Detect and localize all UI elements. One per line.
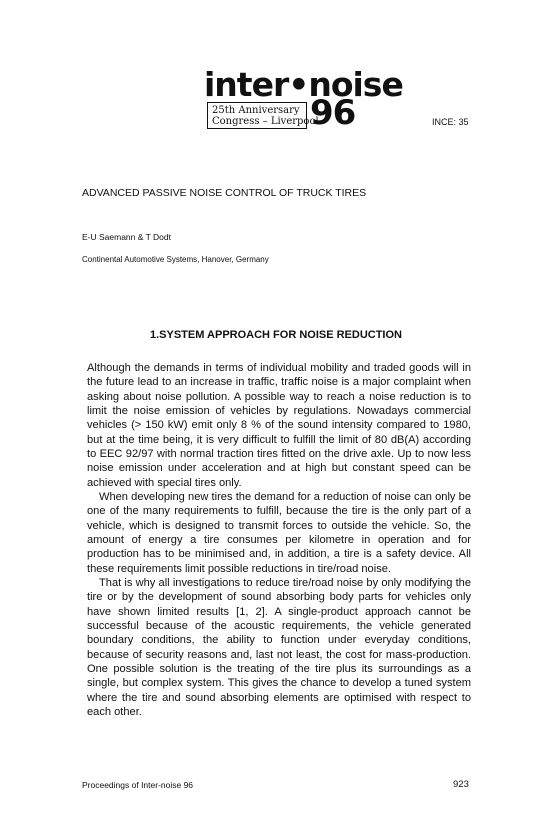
logo-box-line-2: Congress – Liverpool — [212, 116, 319, 127]
paper-code: INCE: 35 — [432, 117, 469, 127]
logo-wordmark: inter•noise — [204, 65, 403, 104]
proceedings-footer: Proceedings of Inter-noise 96 — [82, 780, 194, 790]
author-affiliation: Continental Automotive Systems, Hanover, Germany — [82, 255, 269, 264]
logo-box-line-1: 25th Anniversary — [212, 105, 300, 116]
paragraph-1: Although the demands in terms of individual mobility and traded goods will in the future lead to an increase in traffic, traffic noise is a major complaint when asking about noise pollution. A possible way to reach a noise reduction is to limit the noise emission of vehicles by regulations. Nowadays commercial vehicles (> 150 kW) emit only 8 % of the sound intensity compared to 1980, but at the time being, it is very difficult to fulfill the limit of 80 dB(A) according to EEC 92/97 with normal traction tires fitted on the drive axle. Up to now less noise emission under acceleration and at high but constant speed can be achieved with special tires only. — [87, 362, 471, 489]
page-number: 923 — [453, 779, 469, 790]
conference-logo — [202, 65, 403, 133]
logo-anniversary-box — [207, 102, 319, 129]
body-text — [87, 361, 471, 719]
logo-year: 96 — [310, 93, 356, 133]
paper-title: ADVANCED PASSIVE NOISE CONTROL OF TRUCK TIRES — [82, 187, 367, 199]
paragraph-2: When developing new tires the demand for a reduction of noise can only be one of the many requirements to fulfill, because the tire is the only part of a vehicle, which is designed to transmit forces to outside the vehicle. So, the amount of energy a tire consumes per kilometre in operation and for production has to be minimised and, in addition, a tire is a safety device. All these requirements limit possible reductions in tire/road noise. — [87, 490, 471, 575]
paper-authors: E-U Saemann & T Dodt — [82, 232, 171, 242]
paragraph-3: That is why all investigations to reduce tire/road noise by only modifying the tire or by the development of sound absorbing body parts for vehicles only have shown limited results [1, 2]. A single-product approach cannot be successful because of the acoustic requirements, the vehicle generated boundary conditions, the ability to function under everyday conditions, because of security reasons and, last not least, the cost for mass-production. One possible solution is the treating of the tire plus its surroundings as a single, but complex system. This gives the chance to develop a tuned system where the tire and sound absorbing elements are optimised with respect to each other. — [87, 576, 471, 718]
section-heading: 1.SYSTEM APPROACH FOR NOISE REDUCTION — [149, 329, 402, 341]
